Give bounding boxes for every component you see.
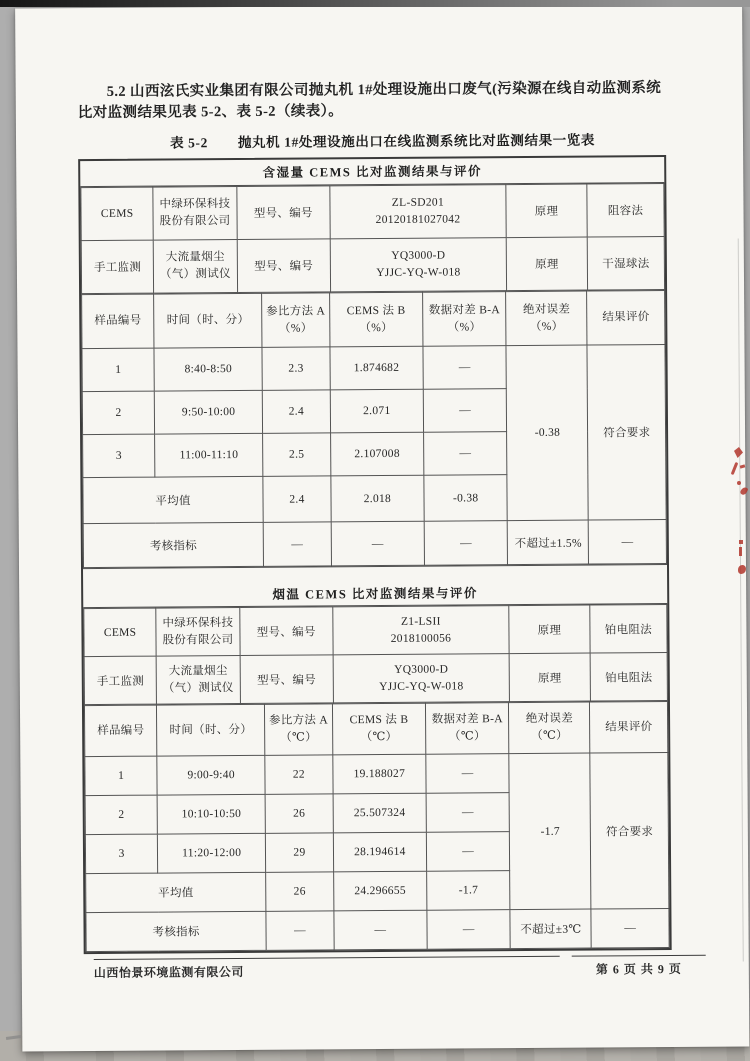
header-text: CEMS 法 B bbox=[346, 304, 406, 318]
model-line: YQ3000-D bbox=[394, 663, 449, 676]
model-line: ZL-SD201 bbox=[391, 196, 445, 210]
seal-fragment-icon bbox=[739, 540, 743, 544]
header-text: 样品编号 bbox=[97, 724, 145, 737]
col-cems bbox=[332, 703, 426, 755]
header-text: 参比方法 A bbox=[266, 305, 326, 318]
sample-time: 11:20-12:00 bbox=[158, 833, 266, 873]
sample-cems: 2.071 bbox=[330, 389, 424, 433]
sample-diff: — bbox=[424, 432, 508, 476]
sample-time: 11:00-11:10 bbox=[155, 433, 263, 477]
col-abs-error bbox=[509, 702, 590, 754]
document-page bbox=[15, 3, 749, 1051]
absolute-error-cell: -1.7 bbox=[509, 753, 591, 910]
seal-fragment-icon bbox=[737, 481, 741, 485]
principle-label: 原理 bbox=[509, 605, 590, 654]
model-label: 型号、编号 bbox=[240, 655, 334, 704]
principle-value: 铂电阻法 bbox=[590, 653, 667, 702]
temperature-data-table bbox=[84, 701, 670, 952]
header-text: 结果评价 bbox=[605, 720, 653, 734]
col-result bbox=[590, 702, 668, 754]
sample-diff: — bbox=[426, 793, 510, 833]
sample-cems: 28.194614 bbox=[333, 832, 427, 872]
sample-no: 1 bbox=[85, 756, 158, 796]
header-unit: （℃） bbox=[280, 731, 318, 744]
assessment-row bbox=[86, 909, 669, 952]
sample-time: 9:00-9:40 bbox=[157, 755, 265, 795]
assessment-limit: 不超过±1.5% bbox=[508, 520, 589, 565]
average-ref: 2.4 bbox=[263, 476, 331, 522]
equipment-row-manual bbox=[81, 237, 664, 294]
assessment-result: — bbox=[589, 520, 667, 565]
col-sample-no bbox=[84, 705, 157, 757]
average-label: 平均值 bbox=[86, 872, 266, 912]
col-abs-error bbox=[506, 291, 587, 346]
equipment-role: 手工监测 bbox=[81, 240, 154, 294]
equipment-device bbox=[156, 655, 240, 704]
serial-line: 2018100056 bbox=[390, 632, 452, 645]
footer-company: 山西怡景环境监测有限公司 bbox=[94, 956, 560, 981]
sample-cems: 19.188027 bbox=[333, 754, 427, 794]
sample-cems: 1.874682 bbox=[330, 346, 424, 390]
device-line: 大流量烟尘 bbox=[165, 251, 225, 264]
sample-ref: 2.4 bbox=[262, 390, 330, 433]
col-ref-method bbox=[262, 293, 330, 347]
sample-ref: 29 bbox=[265, 833, 333, 872]
principle-label: 原理 bbox=[506, 184, 587, 238]
sample-diff: — bbox=[426, 754, 510, 794]
header-unit: （%） bbox=[278, 321, 313, 335]
header-text: 数据对差 B-A bbox=[428, 303, 500, 317]
header-unit: （℃） bbox=[531, 729, 568, 742]
section-temperature bbox=[83, 564, 670, 952]
equipment-device bbox=[156, 607, 240, 656]
table-header-row bbox=[84, 702, 667, 757]
model-label: 型号、编号 bbox=[237, 239, 331, 293]
col-time bbox=[154, 293, 262, 348]
col-time bbox=[157, 704, 265, 756]
page-footer bbox=[94, 955, 706, 981]
assessment-cems: — bbox=[334, 910, 428, 950]
col-sample-no bbox=[82, 294, 155, 349]
sample-diff: — bbox=[423, 389, 507, 433]
section-temperature-title: 烟温 CEMS 比对监测结果与评价 bbox=[83, 564, 667, 608]
absolute-error-cell: -0.38 bbox=[506, 345, 588, 521]
sample-no: 3 bbox=[83, 434, 156, 478]
comparison-table-frame bbox=[78, 155, 672, 954]
body-paragraph: 5.2 山西泫氏实业集团有限公司抛丸机 1#处理设施出口废气(污染源在线自动监测系统比对监测结果见表 5-2、表 5-2（续表）。 bbox=[77, 80, 662, 122]
sample-diff: — bbox=[423, 346, 507, 390]
header-unit: （%） bbox=[359, 321, 393, 334]
seal-fragment-icon bbox=[739, 547, 742, 556]
device-line: （气）测试仪 bbox=[159, 268, 231, 281]
serial-line: YJJC-YQ-W-018 bbox=[379, 679, 464, 693]
sample-no: 1 bbox=[82, 348, 155, 392]
assessment-ref: — bbox=[266, 911, 334, 950]
sample-ref: 2.3 bbox=[262, 347, 330, 390]
header-text: 结果评价 bbox=[602, 311, 650, 324]
col-cems bbox=[329, 292, 423, 347]
header-text: 时间（时、分） bbox=[169, 723, 253, 737]
average-cems: 24.296655 bbox=[333, 871, 427, 911]
equipment-role: 手工监测 bbox=[84, 656, 157, 705]
average-cems: 2.018 bbox=[331, 475, 425, 522]
header-unit: （%） bbox=[447, 320, 482, 334]
col-ref-method bbox=[265, 704, 333, 755]
device-line: 股份有限公司 bbox=[162, 633, 234, 647]
model-line: YQ3000-D bbox=[391, 249, 446, 263]
equipment-row-cems bbox=[84, 605, 667, 657]
header-text: CEMS 法 B bbox=[349, 714, 409, 727]
section-humidity-title: 含湿量 CEMS 比对监测结果与评价 bbox=[80, 157, 664, 187]
col-diff bbox=[423, 292, 507, 347]
principle-label: 原理 bbox=[509, 653, 590, 702]
header-unit: （%） bbox=[529, 320, 564, 333]
assessment-cems: — bbox=[331, 521, 425, 566]
sample-no: 3 bbox=[85, 834, 158, 874]
equipment-role: CEMS bbox=[84, 608, 157, 657]
sample-ref: 2.5 bbox=[263, 433, 331, 476]
sample-row bbox=[82, 345, 665, 392]
model-label: 型号、编号 bbox=[239, 607, 333, 656]
sample-no: 2 bbox=[82, 391, 155, 435]
assessment-diff: — bbox=[427, 910, 511, 950]
temperature-equipment-table bbox=[83, 604, 668, 705]
result-cell: 符合要求 bbox=[590, 753, 669, 910]
model-serial bbox=[330, 238, 506, 292]
model-line: Z1-LSII bbox=[400, 615, 441, 628]
scan-top-edge bbox=[0, 0, 750, 7]
serial-line: 20120181027042 bbox=[375, 213, 461, 227]
sample-time: 10:10-10:50 bbox=[157, 794, 265, 834]
assessment-diff: — bbox=[424, 521, 508, 566]
principle-value: 阻容法 bbox=[587, 184, 664, 238]
device-line: 中绿环保科技 bbox=[162, 616, 234, 630]
header-unit: （℃） bbox=[360, 730, 398, 744]
device-line: 股份有限公司 bbox=[159, 215, 231, 228]
average-diff: -1.7 bbox=[427, 871, 511, 911]
average-ref: 26 bbox=[266, 872, 334, 911]
sample-ref: 22 bbox=[265, 755, 333, 794]
table-caption-title: 抛丸机 1#处理设施出口在线监测系统比对监测结果一览表 bbox=[237, 132, 596, 150]
assessment-label: 考核指标 bbox=[86, 911, 266, 951]
model-label: 型号、编号 bbox=[236, 186, 330, 240]
header-text: 绝对误差 bbox=[525, 712, 574, 726]
assessment-result: — bbox=[591, 909, 669, 949]
sample-diff: — bbox=[426, 832, 510, 872]
humidity-equipment-table bbox=[80, 183, 665, 294]
header-text: 参比方法 A bbox=[268, 714, 329, 728]
page-content bbox=[78, 78, 674, 954]
model-serial bbox=[330, 185, 506, 239]
header-text: 样品编号 bbox=[94, 314, 142, 328]
table-header-row bbox=[82, 291, 665, 349]
header-text: 数据对差 B-A bbox=[431, 713, 503, 726]
assessment-row bbox=[83, 520, 666, 568]
equipment-device bbox=[153, 240, 237, 294]
model-serial bbox=[333, 654, 509, 703]
sample-cems: 25.507324 bbox=[333, 793, 427, 833]
equipment-role: CEMS bbox=[81, 187, 154, 241]
average-diff: -0.38 bbox=[424, 475, 508, 522]
average-label: 平均值 bbox=[83, 476, 263, 523]
section-humidity bbox=[80, 157, 667, 568]
header-unit: （℃） bbox=[448, 730, 486, 743]
table-caption bbox=[78, 128, 668, 152]
sample-no: 2 bbox=[85, 795, 158, 835]
equipment-device bbox=[153, 187, 237, 241]
page-fold-line bbox=[738, 239, 744, 962]
principle-label: 原理 bbox=[506, 237, 587, 291]
assessment-ref: — bbox=[263, 522, 331, 566]
col-result bbox=[587, 291, 665, 346]
sample-time: 9:50-10:00 bbox=[155, 390, 263, 434]
equipment-row-cems bbox=[81, 184, 664, 241]
device-line: 大流量烟尘 bbox=[168, 664, 228, 678]
header-text: 时间（时、分） bbox=[166, 314, 250, 327]
device-line: （气）测试仪 bbox=[162, 681, 234, 695]
footer-page-number: 第 6 页 共 9 页 bbox=[572, 955, 706, 978]
sample-cems: 2.107008 bbox=[330, 432, 424, 476]
sample-ref: 26 bbox=[265, 794, 333, 833]
col-diff bbox=[425, 703, 509, 755]
assessment-label: 考核指标 bbox=[83, 522, 263, 567]
serial-line: YJJC-YQ-W-018 bbox=[376, 266, 461, 280]
sample-time: 8:40-8:50 bbox=[154, 347, 262, 391]
humidity-data-table bbox=[81, 290, 667, 568]
principle-value: 干湿球法 bbox=[587, 237, 664, 291]
equipment-row-manual bbox=[84, 653, 667, 705]
table-caption-label: 表 5-2 bbox=[169, 135, 208, 151]
model-serial bbox=[333, 606, 509, 655]
header-text: 绝对误差 bbox=[522, 303, 571, 316]
assessment-limit: 不超过±3℃ bbox=[510, 909, 591, 949]
sample-row bbox=[85, 753, 668, 796]
principle-value: 铂电阻法 bbox=[590, 605, 667, 654]
device-line: 中绿环保科技 bbox=[159, 198, 231, 211]
result-cell: 符合要求 bbox=[587, 345, 666, 521]
